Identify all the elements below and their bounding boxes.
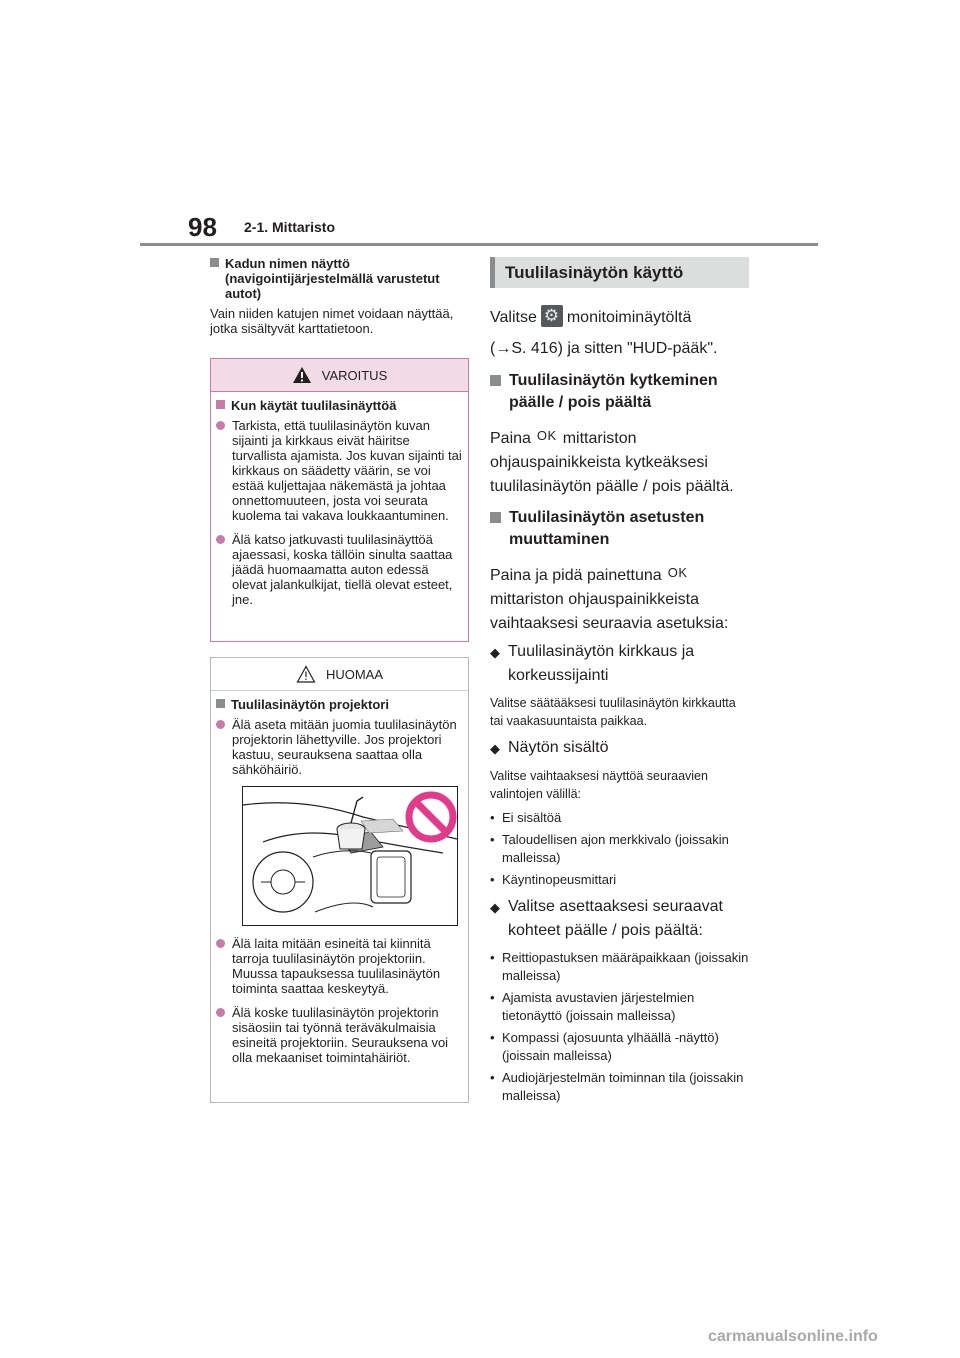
hud-settings-heading: Tuulilasinäytön asetusten muuttaminen — [490, 507, 752, 551]
list-item: • Taloudellisen ajon merkkivalo (joissakin malleissa) — [490, 832, 729, 865]
warning-triangle-icon — [292, 366, 312, 384]
diamond-bullet-icon: ◆ — [490, 741, 500, 756]
list-item: • Audiojärjestelmän toiminnan tila (joissakin malleissa) — [490, 1070, 744, 1103]
notice-subheading: Tuulilasinäytön projektori — [216, 697, 464, 712]
option-toggles-title: ◆ Valitse asettaaksesi seuraavat kohteet päälle / pois päältä: — [490, 895, 752, 943]
hud-usage-heading: Tuulilasinäytön käyttö — [490, 257, 749, 288]
caution-triangle-icon — [296, 665, 316, 683]
section-title: 2-1. Mittaristo — [244, 219, 336, 235]
option-content-text: Valitse vaihtaaksesi näyttöä seuraavien valintojen välillä: — [490, 769, 708, 801]
list-item: • Reittiopastuksen määräpaikkaan (joissakin malleissa) — [490, 950, 749, 983]
street-name-text: Vain niiden katujen nimet voidaan näyttää, jotka sisältyvät karttatietoon. — [210, 306, 454, 336]
page-number: 98 — [188, 212, 217, 242]
hud-usage-body — [490, 305, 752, 1105]
ok-button-icon: OK — [667, 565, 688, 580]
square-bullet-icon — [216, 699, 225, 708]
warning-box — [210, 358, 469, 642]
square-bullet-icon — [210, 258, 219, 267]
notice-box — [210, 657, 469, 1103]
round-bullet-icon — [216, 720, 228, 729]
diamond-bullet-icon: ◆ — [490, 645, 500, 660]
street-name-heading: Kadun nimen näyttö (navigointijärjestelmällä varustetut autot) — [210, 256, 468, 301]
warning-header — [211, 359, 468, 392]
hud-settings-text: Paina ja pidä painettuna OKmittariston ohjauspainikkeista vaihtaaksesi seuraavia asetuksia: — [490, 561, 752, 636]
round-bullet-icon — [216, 939, 228, 948]
round-bullet-icon — [216, 535, 228, 544]
diamond-bullet-icon: ◆ — [490, 900, 500, 915]
notice-item: Älä laita mitään esineitä tai kiinnitä tarroja tuulilasinäytön projektoriin. Muussa tapauksessa tuulilasinäytön toiminta saattaa keskeytyä. — [216, 936, 464, 996]
notice-item: Älä aseta mitään juomia tuulilasinäytön projektorin lähettyville. Jos projektori kastuu, seurauksena saattaa olla sähköhäiriö. — [216, 717, 464, 777]
round-bullet-icon — [216, 421, 228, 430]
warning-item: Älä katso jatkuvasti tuulilasinäyttöä ajaessasi, koska tällöin sinulta saattaa jäädä huomaamatta auton edessä olevat jalankulkijat, tiellä olevat esteet, jne. — [216, 532, 464, 607]
reference-line: (→S. 416) ja sitten "HUD-pääk". — [490, 340, 718, 357]
street-name-section — [210, 256, 468, 336]
square-bullet-icon — [490, 375, 501, 386]
option-brightness-title: ◆ Tuulilasinäytön kirkkaus ja korkeussijainti — [490, 640, 752, 688]
notice-title: HUOMAA — [325, 666, 384, 682]
list-item: • Käyntinopeusmittari — [490, 872, 617, 887]
list-item: • Kompassi (ajosuunta ylhäällä -näyttö) (joissain malleissa) — [490, 1030, 719, 1063]
header-rule — [140, 243, 818, 246]
option-content-title: ◆ Näytön sisältö — [490, 736, 752, 761]
select-line: Valitse⚙ monitoiminäytöltä — [490, 305, 752, 330]
watermark: carmanualsonline.info — [708, 1328, 878, 1345]
warning-subheading: Kun käytät tuulilasinäyttöä — [216, 398, 464, 413]
ok-button-icon: OK — [536, 428, 557, 443]
warning-title: VAROITUS — [321, 367, 388, 383]
settings-gear-icon — [541, 305, 563, 327]
round-bullet-icon — [216, 1008, 228, 1017]
square-bullet-icon — [490, 512, 501, 523]
list-item: • Ei sisältöä — [490, 810, 562, 825]
list-item: • Ajamista avustavien järjestelmien tietonäyttö (joissain malleissa) — [490, 990, 695, 1023]
toggle-hud-text: Paina OK mittariston ohjauspainikkeista kytkeäksesi tuulilasinäytön päälle / pois päältä. — [490, 424, 752, 499]
square-bullet-icon — [216, 400, 225, 409]
notice-item: Älä koske tuulilasinäytön projektorin sisäosiin tai työnnä teräväkulmaisia esineitä projektoriin. Seurauksena voi olla mekaaniset toimintahäiriöt. — [216, 1005, 464, 1065]
warning-item: Tarkista, että tuulilasinäytön kuvan sijainti ja kirkkaus eivät häiritse turvallista ajamista. Jos kuvan sijainti tai kirkkaus on säädetty väärin, se voi estää kuljettajaa näkemästä ja johtaa onnettomuuteen, josta voi seurata kuolema tai vakava loukkaantuminen. — [216, 418, 464, 523]
projector-illustration — [242, 786, 458, 926]
toggle-hud-heading: Tuulilasinäytön kytkeminen päälle / pois päältä — [490, 370, 752, 414]
option-brightness-text: Valitse säätääksesi tuulilasinäytön kirkkautta tai vaakasuuntaista paikkaa. — [490, 696, 736, 728]
notice-header — [211, 658, 468, 691]
